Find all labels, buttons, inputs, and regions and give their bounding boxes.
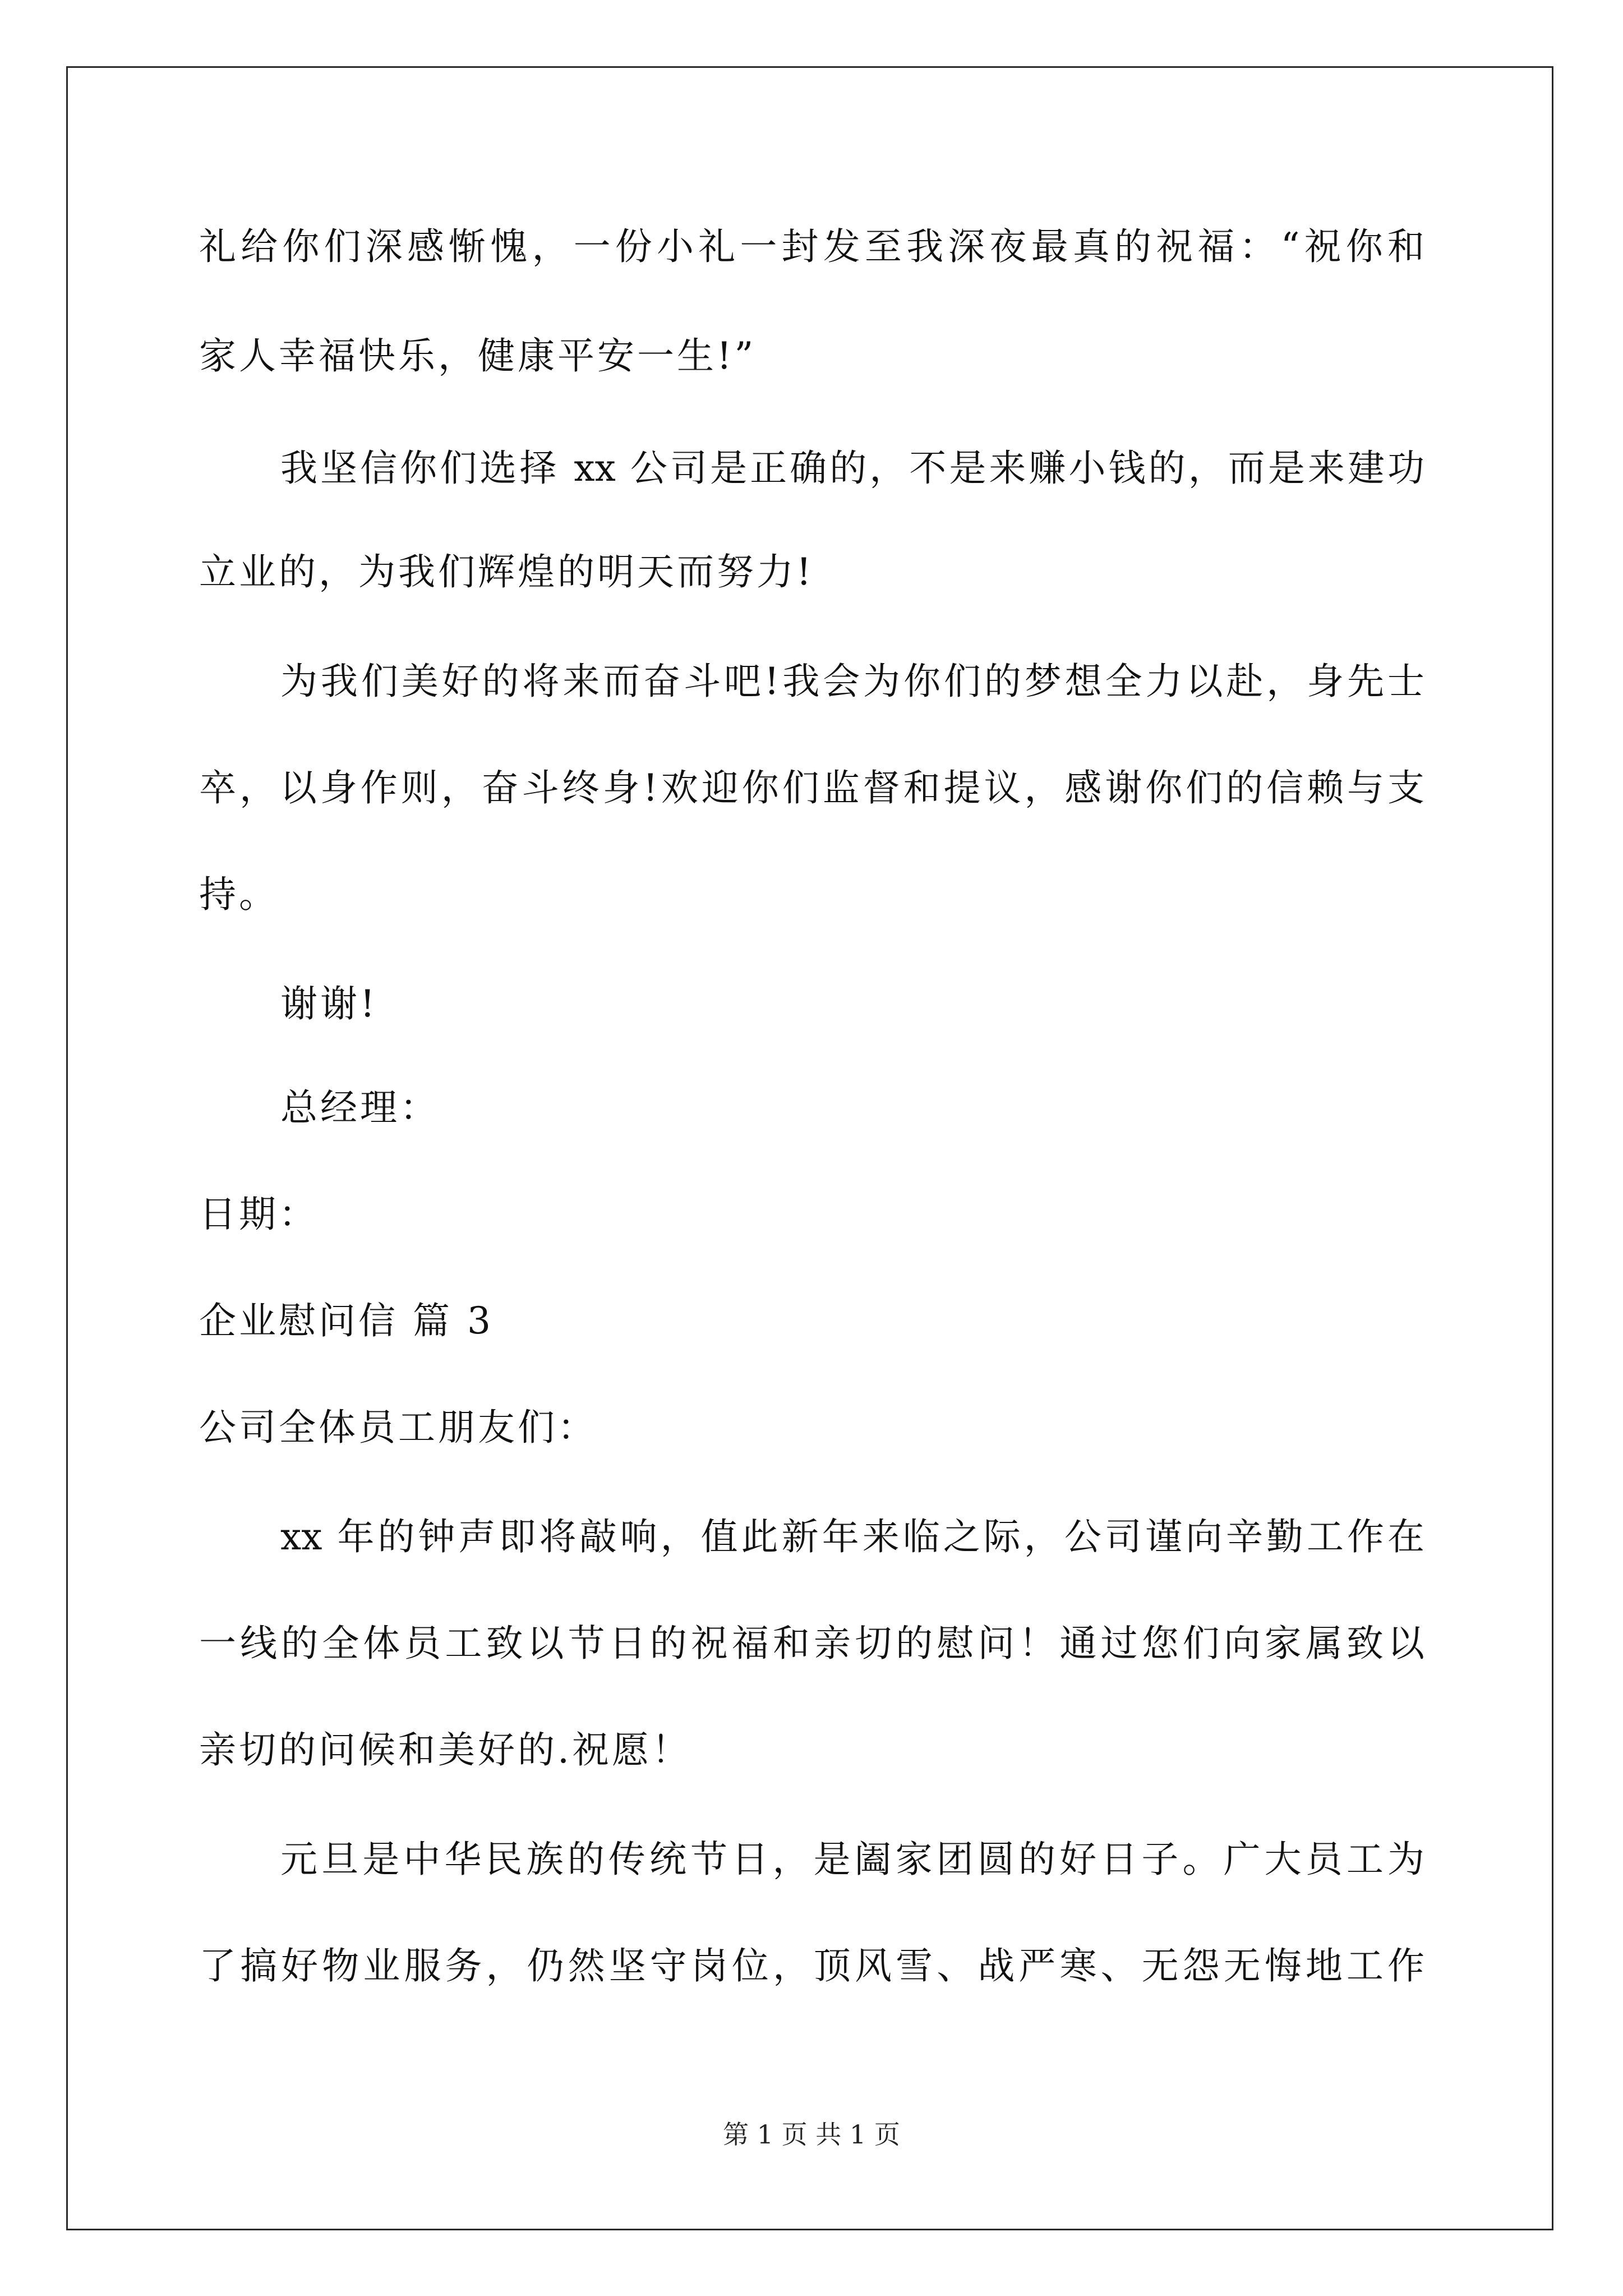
text-line: 持。 [199, 873, 279, 916]
date-label: 日期： [199, 1193, 319, 1236]
signature-title: 总经理： [280, 1086, 440, 1129]
section-heading: 企业慰问信 篇 3 [199, 1299, 494, 1342]
text-line: 元旦是中华民族的传统节日，是阖家团圆的好日子。广大员工为 [280, 1838, 1424, 1881]
page-border [66, 66, 1553, 2230]
salutation: 公司全体员工朋友们： [199, 1406, 597, 1449]
text-line: 了搞好物业服务，仍然坚守岗位，顶风雪、战严寒、无怨无悔地工作 [199, 1944, 1424, 1987]
text-line: 礼给你们深感惭愧，一份小礼一封发至我深夜最真的祝福：“祝你和 [199, 225, 1424, 268]
text-line: 为我们美好的将来而奋斗吧!我会为你们的梦想全力以赴，身先士 [280, 660, 1424, 703]
text-line: 亲切的问候和美好的.祝愿！ [199, 1728, 691, 1772]
text-line: xx 年的钟声即将敲响，值此新年来临之际，公司谨向辛勤工作在 [280, 1515, 1424, 1558]
text-line: 一线的全体员工致以节日的祝福和亲切的慰问！通过您们向家属致以 [199, 1622, 1424, 1665]
text-line: 立业的，为我们辉煌的明天而努力! [199, 550, 814, 593]
text-line: 家人幸福快乐，健康平安一生!” [199, 334, 757, 378]
page-footer: 第 1 页 共 1 页 [723, 2119, 900, 2150]
text-line: 我坚信你们选择 xx 公司是正确的，不是来赚小钱的，而是来建功 [280, 447, 1424, 490]
text-line: 谢谢! [280, 982, 378, 1025]
text-line: 卒，以身作则，奋斗终身!欢迎你们监督和提议，感谢你们的信赖与支 [199, 766, 1424, 809]
